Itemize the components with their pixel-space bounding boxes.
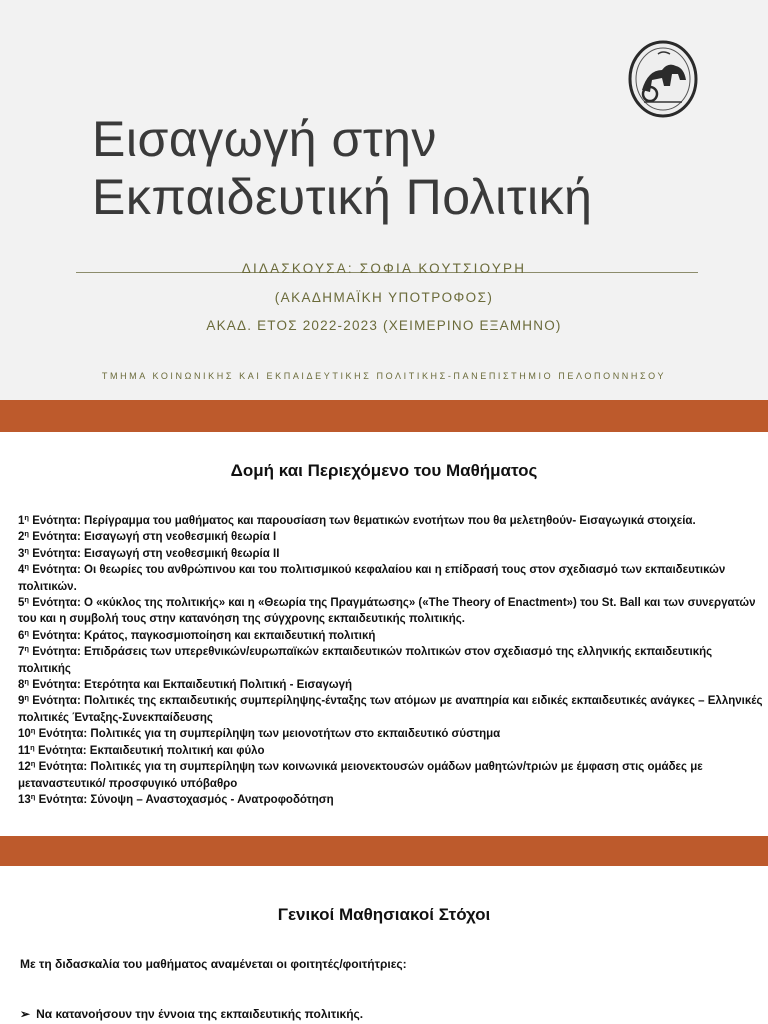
unit-number: 9	[18, 695, 25, 708]
list-item	[18, 595, 766, 628]
list-item	[18, 529, 766, 545]
objectives-intro: Με τη διδασκαλία του μαθήματος αναμένεται οι φοιτητές/φοιτήτριες:	[20, 957, 407, 971]
unit-ordinal: η	[24, 627, 29, 637]
unit-ordinal: η	[24, 693, 29, 703]
course-structure-heading: Δομή και Περιεχόμενο του Μαθήματος	[230, 461, 538, 480]
list-item	[18, 726, 766, 742]
unit-ordinal: η	[24, 513, 29, 522]
unit-number: 10	[18, 728, 31, 741]
unit-number: 3	[18, 547, 25, 560]
page-title	[92, 110, 652, 226]
title-line-2: Εκπαιδευτική Πολιτική	[92, 169, 593, 225]
list-item	[18, 644, 766, 677]
list-item	[18, 792, 766, 808]
unit-text: Ενότητα: Ετερότητα και Εκπαιδευτική Πολιτική - Εισαγωγή	[29, 679, 352, 692]
university-seal-icon	[628, 40, 698, 118]
list-item	[18, 677, 766, 693]
unit-text: Ενότητα: Περίγραμμα του μαθήματος και παρουσίαση των θεματικών ενοτήτων που θα μελετηθούν- Εισαγωγικά στοιχεία.	[29, 515, 696, 527]
unit-number: 2	[18, 531, 25, 544]
unit-number: 11	[18, 744, 31, 757]
list-item	[18, 693, 766, 726]
list-item	[18, 562, 766, 595]
unit-ordinal: η	[30, 791, 36, 801]
unit-number: 12	[18, 761, 31, 774]
department-text: ΤΜΗΜΑ ΚΟΙΝΩΝΙΚΗΣ ΚΑΙ ΕΚΠΑΙΔΕΥΤΙΚΗΣ ΠΟΛΙΤΙΚΗΣ-ΠΑΝΕΠΙΣΤΗΜΙΟ ΠΕΛΟΠΟΝΝΗΣΟΥ	[101, 371, 667, 381]
unit-number: 5	[18, 597, 25, 610]
unit-number: 1	[18, 515, 25, 527]
unit-ordinal: η	[24, 562, 29, 572]
unit-text: Ενότητα: Ο «κύκλος της πολιτικής» και η «Θεωρία της Πραγμάτωσης» («The Theory of Enactment») του St. Ball και των συνεργατών του και η συμβολή τους στην κατανόηση της σύγχρονης εκπαιδευτικής πολιτικής.	[18, 597, 756, 626]
unit-text: Ενότητα: Εισαγωγή στη νεοθεσμική θεωρία Ι	[29, 531, 277, 544]
unit-ordinal: η	[30, 759, 36, 769]
list-item	[18, 513, 766, 529]
list-item	[20, 1007, 363, 1021]
unit-text: Ενότητα: Πολιτικές για τη συμπερίληψη των μειονοτήτων στο εκπαιδευτικό σύστημα	[35, 728, 501, 741]
title-line-1: Εισαγωγή στην	[92, 111, 437, 167]
unit-number: 8	[18, 679, 25, 692]
instructor-text: ΔΙΔΑΣΚΟΥΣΑ: ΣΟΦΙΑ ΚΟΥΤΣΙΟΥΡΗ	[241, 261, 527, 276]
unit-text: Ενότητα: Επιδράσεις των υπερεθνικών/ευρωπαϊκών εκπαιδευτικών πολιτικών στον σχεδιασμό της ελληνικής εκπαιδευτικής πολιτικής	[18, 646, 713, 675]
unit-ordinal: η	[30, 726, 36, 736]
accent-band-top	[0, 400, 768, 432]
unit-number: 6	[18, 629, 25, 642]
unit-ordinal: η	[24, 677, 29, 687]
unit-number: 13	[18, 793, 31, 806]
list-item	[18, 628, 766, 644]
unit-text: Ενότητα: Κράτος, παγκοσμιοποίηση και εκπαιδευτική πολιτική	[29, 629, 376, 642]
list-item	[18, 546, 766, 562]
arrow-bullet-icon: ➢	[20, 1007, 31, 1021]
academic-year-text: ΑΚΑΔ. ΕΤΟΣ 2022-2023 (ΧΕΙΜΕΡΙΝΟ ΕΞΑΜΗΝΟ)	[206, 318, 562, 333]
list-item	[18, 743, 766, 759]
accent-band-bottom	[0, 836, 768, 866]
unit-list	[18, 513, 766, 808]
unit-ordinal: η	[24, 545, 29, 555]
unit-ordinal: η	[24, 529, 29, 539]
title-slide	[0, 0, 768, 400]
unit-ordinal: η	[24, 595, 29, 605]
unit-text: Ενότητα: Εισαγωγή στη νεοθεσμική θεωρία ΙΙ	[29, 547, 280, 560]
unit-ordinal: η	[24, 644, 29, 654]
position-text: (ΑΚΑΔΗΜΑΪΚΗ ΥΠΟΤΡΟΦΟΣ)	[274, 290, 494, 305]
objective-text: Να κατανοήσουν την έννοια της εκπαιδευτικής πολιτικής.	[36, 1007, 364, 1021]
unit-ordinal: η	[30, 742, 35, 752]
unit-text: Ενότητα: Πολιτικές για τη συμπερίληψη των κοινωνικά μειονεκτουσών ομάδων μαθητών/τριών με έμφαση στις ομάδες με μεταναστευτικό/ προσφυγικό υπόβαθρο	[18, 761, 703, 790]
unit-number: 4	[18, 564, 25, 577]
list-item	[18, 759, 766, 792]
learning-objectives-heading: Γενικοί Μαθησιακοί Στόχοι	[277, 905, 491, 924]
unit-text: Ενότητα: Πολιτικές της εκπαιδευτικής συμπερίληψης-ένταξης των ατόμων με αναπηρία και ειδικές εκπαιδευτικές ανάγκες – Ελληνικές πολιτικές Ένταξης-Συνεκπαίδευσης	[18, 695, 763, 724]
unit-text: Ενότητα: Οι θεωρίες του ανθρώπινου και του πολιτισμικού κεφαλαίου και η επίδρασή τους στον σχεδιασμό των εκπαιδευτικών πολιτικών.	[18, 564, 726, 593]
unit-number: 7	[18, 646, 25, 659]
unit-text: Ενότητα: Εκπαιδευτική πολιτική και φύλο	[34, 744, 265, 757]
unit-text: Ενότητα: Σύνοψη – Αναστοχασμός - Ανατροφοδότηση	[35, 793, 334, 806]
